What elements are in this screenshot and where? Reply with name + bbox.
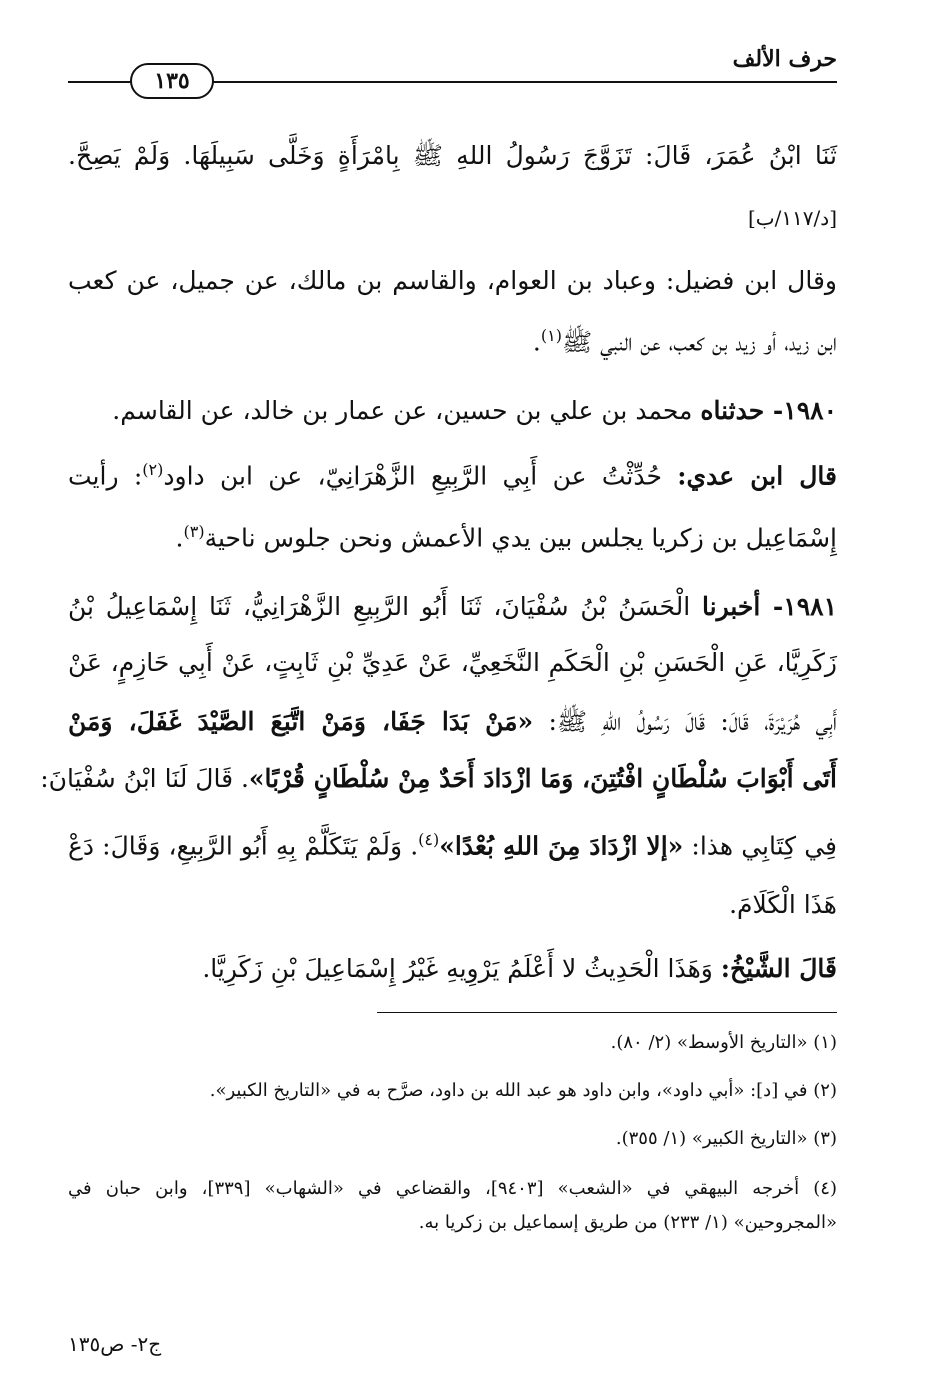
footnote-marker: (٤) (418, 830, 440, 849)
text-run: . قَالَ لَنَا ابْنُ سُفْيَانَ: (40, 764, 249, 793)
sheikh-comment (68, 954, 837, 983)
text-line (68, 522, 837, 552)
hadith-matn: أَتَى أَبْوَابَ سُلْطَانٍ افْتُتِنَ، وَمَا ازْدَادَ أَحَدٌ مِنْ سُلْطَانٍ قُرْبًا» (248, 764, 837, 793)
text-run: . وَلَمْ يَتَكَلَّمْ بِهِ أَبُو الرَّبِيعِ، وَقَالَ: دَعْ (68, 831, 419, 861)
text-run: حُدِّثْتُ عن أَبِي الرَّبِيعِ الزَّهْرَانِيّ، عن ابن داود (163, 461, 678, 491)
text-run: محمد بن علي بن حسين، عن عمار بن خالد، عن القاسم. (112, 396, 701, 425)
text-run: . (532, 327, 541, 357)
text-line (68, 830, 837, 860)
footnote-3: (٣) «التاريخ الكبير» (١/ ٣٥٥). (615, 1128, 837, 1149)
text-line: وقال ابن فضيل: وعباد بن العوام، والقاسم بن مالك، عن جميل، عن كعب (68, 266, 837, 295)
text-line (40, 764, 837, 793)
text-run: ثَنَا ابْنُ عُمَرَ، قَالَ: تَزَوَّجَ رَسُولُ اللهِ ﷺ بِامْرَأَةٍ وَخَلَّى سَبِيلَهَا. وَلَمْ يَصِحَّ. (68, 141, 837, 170)
hadith-matn: «مَنْ بَدَا جَفَا، وَمَنْ اتَّبَعَ الصَّيْدَ غَفَلَ، وَمَنْ (68, 707, 534, 736)
manuscript-ref: [د/١١٧/ب] (747, 206, 837, 230)
hadith-number: ١٩٨٠- حدثناه (700, 396, 837, 425)
text-run: إِسْمَاعِيل بن زكريا يجلس بين يدي الأعمش ونحن جلوس ناحية (204, 523, 837, 553)
footnote-marker: (٣) (183, 522, 205, 541)
text-line (68, 706, 837, 743)
footnote-separator (377, 1012, 837, 1013)
text-run: . (175, 523, 184, 553)
footnote-4-cont: «المجروحين» (١/ ٢٣٣) من طريق إسماعيل بن زكريا به. (418, 1212, 837, 1233)
text-run: الْحَسَنُ بْنُ سُفْيَانَ، ثَنَا أَبُو الرَّبِيعِ الزَّهْرَانِيُّ، ثَنَا إِسْمَاعِيلُ بْنُ (68, 592, 703, 621)
text-run: : رأيت (68, 461, 143, 491)
text-line (68, 140, 837, 177)
volume-page-ref: ج٢- ص١٣٥ (68, 1332, 162, 1356)
footnote-marker: (٢) (142, 460, 164, 479)
text-run: فِي كِتَابِي هذا: (683, 831, 837, 861)
speaker: قَالَ الشَّيْخُ: (720, 954, 837, 983)
page-header (68, 44, 837, 94)
speaker: قال ابن عدي: (677, 461, 837, 491)
footnote-marker: (١) (540, 326, 562, 345)
text-line (68, 460, 837, 490)
hadith-matn: «إلا ازْدَادَ مِنَ اللهِ بُعْدًا» (439, 831, 684, 861)
page-number-badge: ١٣٥ (130, 63, 214, 99)
chapter-title: حرف الألف (732, 46, 837, 72)
text-run: ابن زيد، أو زيد بن كعب، عن النبي ﷺ (561, 327, 837, 357)
hadith-number: ١٩٨١- أخبرنا (702, 592, 837, 621)
text-line: هَذَا الْكَلَامَ. (729, 890, 837, 919)
hadith-1980 (68, 396, 837, 425)
hadith-1981 (68, 592, 837, 621)
text-line (68, 326, 837, 363)
text-run: أَبِي هُرَيْرَةَ، قَالَ: قَالَ رَسُولُ اللهِ ﷺ: (533, 707, 837, 736)
text-run: وَهَذَا الْحَدِيثُ لا أَعْلَمُ يَرْوِيهِ غَيْرُ إِسْمَاعِيلَ بْنِ زَكَرِيَّا. (202, 954, 721, 983)
footnote-4: (٤) أخرجه البيهقي في «الشعب» [٩٤٠٣]، والقضاعي في «الشهاب» [٣٣٩]، وابن حبان في (68, 1178, 837, 1199)
footnote-1: (١) «التاريخ الأوسط» (٢/ ٨٠). (610, 1032, 837, 1053)
footnote-2: (٢) في [د]: «أبي داود»، وابن داود هو عبد الله بن داود، صرَّح به في «التاريخ الكبير». (209, 1080, 837, 1101)
text-line: زَكَرِيَّا، عَنِ الْحَسَنِ بْنِ الْحَكَمِ النَّخَعِيِّ، عَنْ عَدِيِّ بْنِ ثَابِتٍ، عَنْ أَبِي حَازِمٍ، عَنْ (68, 648, 837, 677)
